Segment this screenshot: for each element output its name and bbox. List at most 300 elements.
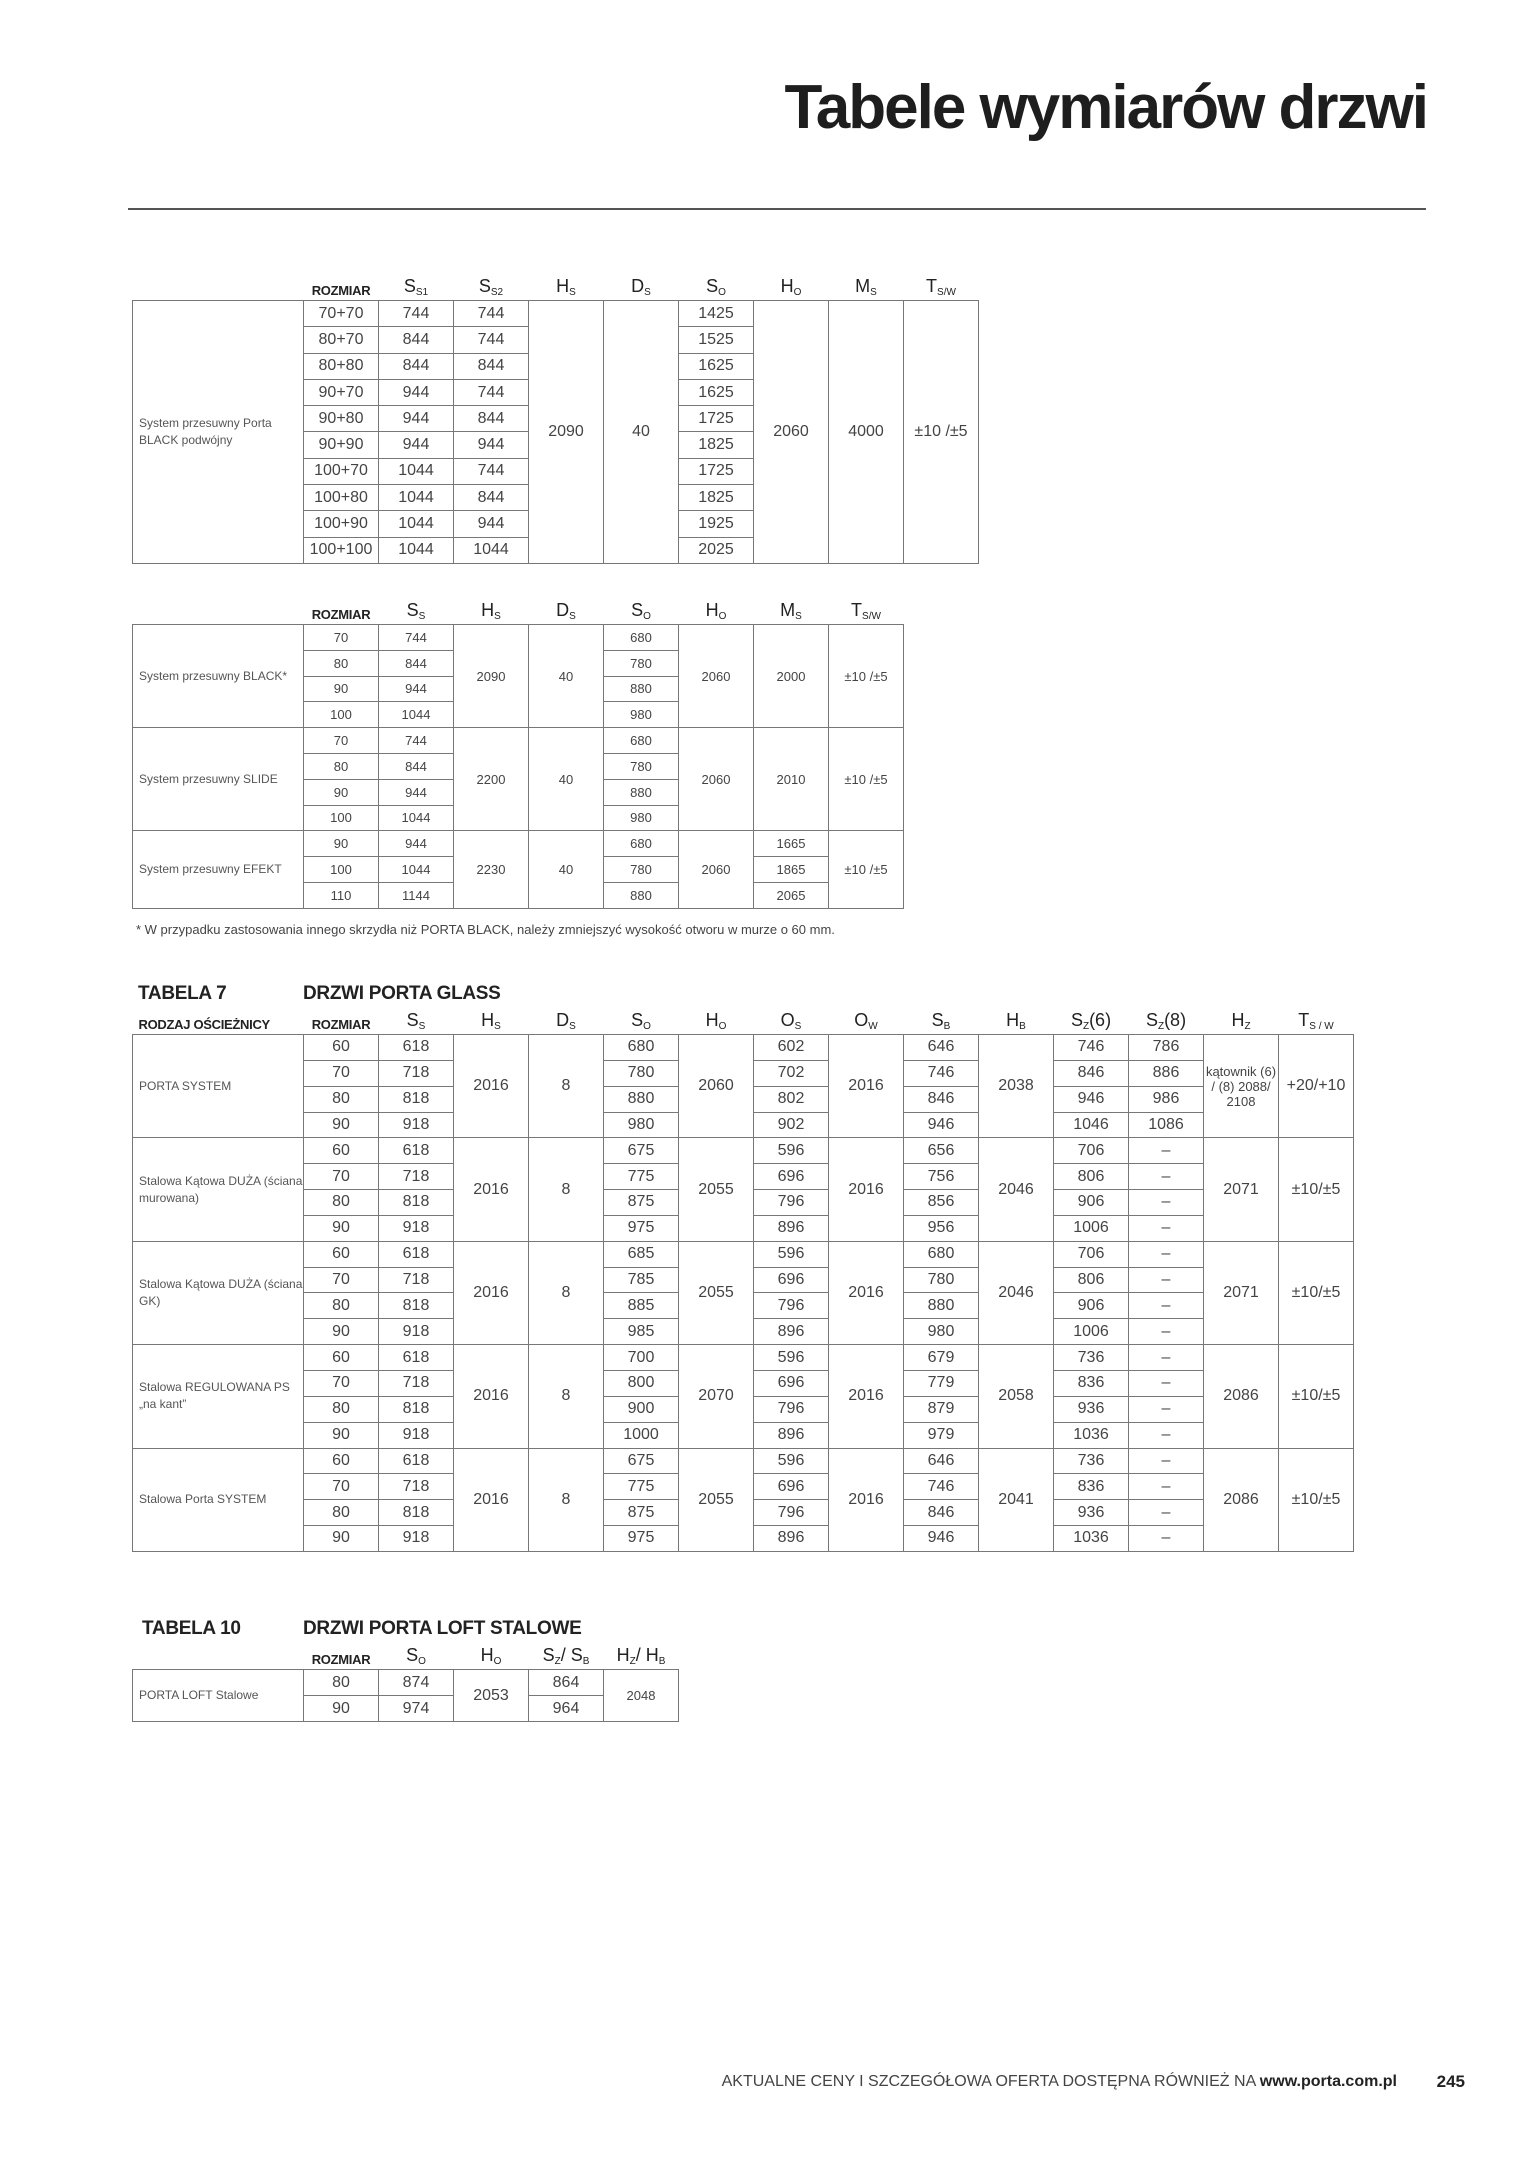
table-row [133, 831, 904, 857]
page-number: 245 [1436, 2072, 1465, 2091]
footer-note [722, 2073, 1397, 2091]
header-rozmiar: ROZMIAR [311, 283, 371, 298]
row-group-label: Stalowa REGULOWANA PS „na kant” [133, 1345, 304, 1448]
cell-ts: ±10/±5 [1279, 1345, 1354, 1448]
cell-os: 796 [754, 1293, 829, 1319]
cell-size: 70 [304, 1164, 379, 1190]
cell-sz8: – [1129, 1526, 1204, 1552]
cell-size: 70 [304, 728, 379, 754]
cell-so: 880 [604, 779, 679, 805]
cell-size: 90 [304, 1319, 379, 1345]
cell-ss: 718 [379, 1370, 454, 1396]
cell-so: 1525 [679, 327, 754, 353]
cell-ts: ±10 /±5 [829, 831, 904, 908]
cell-so: 780 [604, 1060, 679, 1086]
header-so: $S_O$ [406, 1645, 426, 1667]
cell-ds: 40 [529, 625, 604, 728]
cell-so: 880 [604, 676, 679, 702]
cell-sb: 856 [904, 1190, 979, 1216]
cell-sz8: – [1129, 1241, 1204, 1267]
cell-ss2: 944 [454, 511, 529, 537]
cell-ss: 818 [379, 1396, 454, 1422]
cell-sz8: 886 [1129, 1060, 1204, 1086]
cell-hs: 2230 [454, 831, 529, 908]
cell-ss1: 944 [379, 379, 454, 405]
cell-size: 70 [304, 1370, 379, 1396]
cell-ms: 2010 [754, 728, 829, 831]
cell-ds: 40 [529, 831, 604, 908]
cell-ss2: 1044 [454, 537, 529, 563]
header-hz: $H_Z$ [1231, 1010, 1251, 1032]
cell-sz6: 746 [1054, 1035, 1129, 1061]
cell-sz8: – [1129, 1319, 1204, 1345]
cell-size: 80+80 [304, 353, 379, 379]
row-group-label: Stalowa Kątowa DUŻA (ściana GK) [133, 1241, 304, 1344]
cell-hs: 2016 [454, 1345, 529, 1448]
cell-size: 90 [304, 1696, 379, 1722]
cell-ds: 8 [529, 1345, 604, 1448]
table1-body [133, 301, 979, 564]
header-sz6: $S_Z(6)$ [1070, 1010, 1112, 1032]
cell-size: 110 [304, 882, 379, 908]
header-ms: $M_S$ [780, 600, 802, 622]
cell-hs: 2016 [454, 1035, 529, 1138]
cell-ss: 1044 [379, 702, 454, 728]
table-sliding-systems [132, 600, 904, 909]
row-group-label: System przesuwny EFEKT [133, 831, 304, 908]
cell-sz8: – [1129, 1345, 1204, 1371]
header-rozmiar: ROZMIAR [311, 1652, 371, 1667]
cell-so: 680 [604, 625, 679, 651]
header-ss: $S_S$ [406, 1010, 426, 1032]
cell-size: 80 [304, 1670, 379, 1696]
cell-ow: 2016 [829, 1138, 904, 1241]
cell-sz6: 806 [1054, 1267, 1129, 1293]
cell-ts: ±10/±5 [1279, 1241, 1354, 1344]
cell-so: 680 [604, 728, 679, 754]
header-ds: $D_S$ [631, 276, 651, 298]
row-group-label: PORTA LOFT Stalowe [133, 1670, 304, 1722]
header-szsb: $S_Z/$ $S_B$ [542, 1645, 590, 1667]
cell-sb: 979 [904, 1422, 979, 1448]
cell-ss: 744 [379, 625, 454, 651]
cell-os: 702 [754, 1060, 829, 1086]
cell-sz8: – [1129, 1474, 1204, 1500]
cell-hs: 2090 [454, 625, 529, 728]
cell-ss: 818 [379, 1190, 454, 1216]
cell-hz: 2071 [1204, 1241, 1279, 1344]
cell-ss: 818 [379, 1500, 454, 1526]
cell-sz8: – [1129, 1448, 1204, 1474]
header-ds: $D_S$ [556, 1010, 576, 1032]
cell-sz8: 1086 [1129, 1112, 1204, 1138]
table-row [133, 1035, 1354, 1061]
cell-so: 700 [604, 1345, 679, 1371]
cell-size: 100 [304, 702, 379, 728]
cell-ss: 1144 [379, 882, 454, 908]
cell-os: 596 [754, 1448, 829, 1474]
cell-ho: 2060 [679, 625, 754, 728]
cell-ss2: 744 [454, 458, 529, 484]
cell-size: 100+70 [304, 458, 379, 484]
header-hs: $H_S$ [556, 276, 576, 298]
cell-so: 1425 [679, 301, 754, 327]
cell-ho: 2055 [679, 1138, 754, 1241]
cell-size: 70 [304, 1474, 379, 1500]
cell-so: 900 [604, 1396, 679, 1422]
header-ts: $T_{S/W}$ [851, 600, 881, 622]
cell-size: 80+70 [304, 327, 379, 353]
cell-so: 1825 [679, 485, 754, 511]
cell-ss2: 944 [454, 432, 529, 458]
cell-ds: 40 [529, 728, 604, 831]
table-row [133, 1138, 1354, 1164]
row-group-label: Stalowa Kątowa DUŻA (ściana murowana) [133, 1138, 304, 1241]
cell-ow: 2016 [829, 1241, 904, 1344]
cell-ss1: 944 [379, 406, 454, 432]
cell-size: 90+90 [304, 432, 379, 458]
cell-size: 100+90 [304, 511, 379, 537]
cell-hs: 2016 [454, 1138, 529, 1241]
cell-so: 875 [604, 1500, 679, 1526]
cell-size: 60 [304, 1448, 379, 1474]
cell-sz8: – [1129, 1500, 1204, 1526]
cell-size: 80 [304, 1190, 379, 1216]
cell-so: 880 [604, 1086, 679, 1112]
cell-ss: 718 [379, 1060, 454, 1086]
cell-sb: 646 [904, 1448, 979, 1474]
table-row [133, 1670, 679, 1696]
cell-size: 80 [304, 1396, 379, 1422]
header-rodzaj: RODZAJ OŚCIEŻNICY [138, 1017, 270, 1032]
cell-so: 1825 [679, 432, 754, 458]
cell-hs: 2090 [529, 301, 604, 564]
header-ss: $S_S$ [406, 600, 426, 622]
cell-sz6: 946 [1054, 1086, 1129, 1112]
cell-sb: 680 [904, 1241, 979, 1267]
cell-ss: 718 [379, 1474, 454, 1500]
cell-size: 90 [304, 779, 379, 805]
cell-ts: ±10 /±5 [904, 301, 979, 564]
cell-size: 100 [304, 857, 379, 883]
table-row [133, 301, 979, 327]
cell-ss: 944 [379, 779, 454, 805]
row-group-label: System przesuwny Porta BLACK podwójny [133, 301, 304, 564]
cell-ts: ±10/±5 [1279, 1138, 1354, 1241]
header-ow: $O_W$ [854, 1010, 878, 1032]
cell-ss1: 844 [379, 327, 454, 353]
cell-ss2: 744 [454, 327, 529, 353]
cell-os: 896 [754, 1422, 829, 1448]
cell-ss: 918 [379, 1526, 454, 1552]
table-header-row [133, 276, 979, 301]
cell-hs: 2016 [454, 1241, 529, 1344]
cell-so: 1725 [679, 458, 754, 484]
cell-sz6: 806 [1054, 1164, 1129, 1190]
header-so: $S_O$ [631, 600, 651, 622]
cell-size: 80 [304, 1086, 379, 1112]
footnote: * W przypadku zastosowania innego skrzydła niż PORTA BLACK, należy zmniejszyć wysokość otworu w murze o 60 mm. [136, 922, 835, 937]
cell-so: 875 [604, 1190, 679, 1216]
cell-ms: 1665 [754, 831, 829, 857]
row-group-label: System przesuwny SLIDE [133, 728, 304, 831]
cell-sz8: – [1129, 1293, 1204, 1319]
cell-so: 680 [604, 831, 679, 857]
cell-ss: 844 [379, 753, 454, 779]
cell-ow: 2016 [829, 1035, 904, 1138]
cell-sb: 956 [904, 1215, 979, 1241]
cell-size: 90+80 [304, 406, 379, 432]
table-row [133, 1448, 1354, 1474]
cell-so: 800 [604, 1370, 679, 1396]
header-ho: $H_O$ [705, 1010, 727, 1032]
cell-ss2: 744 [454, 379, 529, 405]
cell-os: 902 [754, 1112, 829, 1138]
cell-so: 780 [604, 753, 679, 779]
cell-size: 90 [304, 1526, 379, 1552]
cell-ts: ±10/±5 [1279, 1448, 1354, 1551]
cell-hb: 2046 [979, 1241, 1054, 1344]
cell-so: 675 [604, 1448, 679, 1474]
cell-ho: 2060 [754, 301, 829, 564]
cell-so: 980 [604, 702, 679, 728]
cell-ss1: 944 [379, 432, 454, 458]
cell-sz6: 906 [1054, 1293, 1129, 1319]
cell-ss: 744 [379, 728, 454, 754]
footer-link[interactable]: www.porta.com.pl [1259, 2073, 1397, 2090]
cell-sz6: 836 [1054, 1474, 1129, 1500]
cell-so: 1000 [604, 1422, 679, 1448]
cell-size: 60 [304, 1345, 379, 1371]
cell-so: 880 [604, 882, 679, 908]
cell-sz6: 1006 [1054, 1215, 1129, 1241]
cell-hz: kątownik (6) / (8) 2088/ 2108 [1204, 1035, 1279, 1138]
cell-os: 596 [754, 1241, 829, 1267]
header-ss2: $S_{S2}$ [478, 276, 504, 298]
cell-ss2: 844 [454, 353, 529, 379]
cell-os: 802 [754, 1086, 829, 1112]
cell-szsb: 964 [529, 1696, 604, 1722]
cell-size: 90 [304, 831, 379, 857]
cell-ss: 1044 [379, 857, 454, 883]
cell-sb: 946 [904, 1526, 979, 1552]
cell-ho: 2055 [679, 1241, 754, 1344]
cell-size: 90 [304, 1422, 379, 1448]
cell-os: 896 [754, 1526, 829, 1552]
header-rozmiar: ROZMIAR [311, 607, 371, 622]
cell-ow: 2016 [829, 1448, 904, 1551]
cell-ss: 618 [379, 1241, 454, 1267]
cell-sz6: 1046 [1054, 1112, 1129, 1138]
cell-ds: 8 [529, 1448, 604, 1551]
cell-so: 780 [604, 650, 679, 676]
cell-sb: 846 [904, 1086, 979, 1112]
cell-ss: 618 [379, 1448, 454, 1474]
cell-sb: 779 [904, 1370, 979, 1396]
cell-so: 775 [604, 1164, 679, 1190]
header-so: $S_O$ [706, 276, 726, 298]
cell-sb: 780 [904, 1267, 979, 1293]
cell-so: 685 [604, 1241, 679, 1267]
cell-ss: 718 [379, 1267, 454, 1293]
cell-hz: 2071 [1204, 1138, 1279, 1241]
cell-ds: 8 [529, 1035, 604, 1138]
cell-os: 796 [754, 1396, 829, 1422]
table-porta-glass [132, 1010, 1354, 1552]
cell-size: 90 [304, 1215, 379, 1241]
cell-ds: 8 [529, 1241, 604, 1344]
cell-sb: 846 [904, 1500, 979, 1526]
cell-os: 896 [754, 1215, 829, 1241]
cell-so: 2025 [679, 537, 754, 563]
cell-sz8: – [1129, 1215, 1204, 1241]
cell-size: 70 [304, 625, 379, 651]
table7-body [133, 1035, 1354, 1552]
cell-ss1: 1044 [379, 458, 454, 484]
table7-name: DRZWI PORTA GLASS [303, 983, 501, 1004]
cell-so: 1625 [679, 353, 754, 379]
cell-sz6: 906 [1054, 1190, 1129, 1216]
footer-text: AKTUALNE CENY I SZCZEGÓŁOWA OFERTA DOSTĘPNA RÓWNIEŻ NA [721, 2073, 1260, 2090]
table10-name: DRZWI PORTA LOFT STALOWE [303, 1618, 582, 1639]
cell-so: 775 [604, 1474, 679, 1500]
cell-size: 100+100 [304, 537, 379, 563]
cell-sb: 646 [904, 1035, 979, 1061]
cell-so: 874 [379, 1670, 454, 1696]
cell-hz: 2086 [1204, 1448, 1279, 1551]
cell-sz6: 1036 [1054, 1422, 1129, 1448]
cell-hzhb: 2048 [604, 1670, 679, 1722]
cell-sb: 746 [904, 1474, 979, 1500]
cell-ss1: 744 [379, 301, 454, 327]
cell-os: 896 [754, 1319, 829, 1345]
cell-size: 80 [304, 1500, 379, 1526]
cell-sz8: – [1129, 1138, 1204, 1164]
header-hzhb: $H_Z/$ $H_B$ [616, 1645, 666, 1667]
cell-ho: 2060 [679, 1035, 754, 1138]
cell-size: 60 [304, 1241, 379, 1267]
cell-sb: 746 [904, 1060, 979, 1086]
cell-ss: 918 [379, 1215, 454, 1241]
header-ho: $H_O$ [480, 1645, 502, 1667]
cell-size: 70 [304, 1267, 379, 1293]
cell-ss: 944 [379, 676, 454, 702]
cell-sz6: 736 [1054, 1345, 1129, 1371]
cell-size: 80 [304, 753, 379, 779]
header-ho: $H_O$ [780, 276, 802, 298]
cell-sz8: – [1129, 1422, 1204, 1448]
cell-sb: 879 [904, 1396, 979, 1422]
cell-ss: 818 [379, 1086, 454, 1112]
cell-so: 1625 [679, 379, 754, 405]
cell-size: 100+80 [304, 485, 379, 511]
cell-ss1: 1044 [379, 485, 454, 511]
cell-size: 70 [304, 1060, 379, 1086]
cell-so: 974 [379, 1696, 454, 1722]
cell-ms: 2065 [754, 882, 829, 908]
cell-ms: 1865 [754, 857, 829, 883]
cell-hz: 2086 [1204, 1345, 1279, 1448]
cell-size: 60 [304, 1138, 379, 1164]
table-porta-loft [132, 1645, 679, 1722]
cell-so: 985 [604, 1319, 679, 1345]
cell-sz6: 936 [1054, 1500, 1129, 1526]
cell-sb: 756 [904, 1164, 979, 1190]
cell-os: 696 [754, 1267, 829, 1293]
title-rule [128, 208, 1426, 210]
cell-ho: 2060 [679, 831, 754, 908]
cell-so: 680 [604, 1035, 679, 1061]
header-ho: $H_O$ [705, 600, 727, 622]
cell-ss: 618 [379, 1345, 454, 1371]
row-group-label: Stalowa Porta SYSTEM [133, 1448, 304, 1551]
cell-ds: 40 [604, 301, 679, 564]
cell-size: 90 [304, 1112, 379, 1138]
header-os: $O_S$ [780, 1010, 802, 1032]
cell-sz8: 786 [1129, 1035, 1204, 1061]
header-ts: $T_{S/W}$ [926, 276, 956, 298]
cell-ho: 2053 [454, 1670, 529, 1722]
cell-sz6: 736 [1054, 1448, 1129, 1474]
table10-number: TABELA 10 [142, 1618, 241, 1639]
cell-ss: 918 [379, 1422, 454, 1448]
cell-ds: 8 [529, 1138, 604, 1241]
cell-sb: 679 [904, 1345, 979, 1371]
page-title: Tabele wymiarów drzwi [784, 73, 1427, 142]
cell-size: 100 [304, 805, 379, 831]
header-ms: $M_S$ [855, 276, 877, 298]
cell-sz6: 706 [1054, 1241, 1129, 1267]
cell-hb: 2046 [979, 1138, 1054, 1241]
cell-ho: 2055 [679, 1448, 754, 1551]
cell-hb: 2041 [979, 1448, 1054, 1551]
header-ts: $T_{S / W}$ [1298, 1010, 1334, 1032]
header-ds: $D_S$ [556, 600, 576, 622]
cell-ss: 818 [379, 1293, 454, 1319]
cell-os: 696 [754, 1370, 829, 1396]
cell-ho: 2070 [679, 1345, 754, 1448]
cell-sz8: 986 [1129, 1086, 1204, 1112]
cell-so: 1925 [679, 511, 754, 537]
cell-ss: 1044 [379, 805, 454, 831]
header-ss1: $S_{S1}$ [403, 276, 429, 298]
cell-sb: 980 [904, 1319, 979, 1345]
cell-os: 696 [754, 1164, 829, 1190]
cell-os: 596 [754, 1345, 829, 1371]
table7-number: TABELA 7 [138, 983, 227, 1004]
header-sb: $S_B$ [931, 1010, 951, 1032]
cell-os: 796 [754, 1190, 829, 1216]
cell-ss: 918 [379, 1319, 454, 1345]
cell-ss: 718 [379, 1164, 454, 1190]
cell-os: 696 [754, 1474, 829, 1500]
cell-size: 90 [304, 676, 379, 702]
cell-ss: 844 [379, 650, 454, 676]
row-group-label: PORTA SYSTEM [133, 1035, 304, 1138]
cell-so: 975 [604, 1215, 679, 1241]
cell-ho: 2060 [679, 728, 754, 831]
cell-ss1: 1044 [379, 537, 454, 563]
cell-ms: 2000 [754, 625, 829, 728]
cell-so: 675 [604, 1138, 679, 1164]
cell-so: 885 [604, 1293, 679, 1319]
cell-so: 785 [604, 1267, 679, 1293]
cell-sz6: 936 [1054, 1396, 1129, 1422]
table-row [133, 1345, 1354, 1371]
cell-sz6: 1006 [1054, 1319, 1129, 1345]
cell-sz6: 846 [1054, 1060, 1129, 1086]
cell-sz6: 706 [1054, 1138, 1129, 1164]
